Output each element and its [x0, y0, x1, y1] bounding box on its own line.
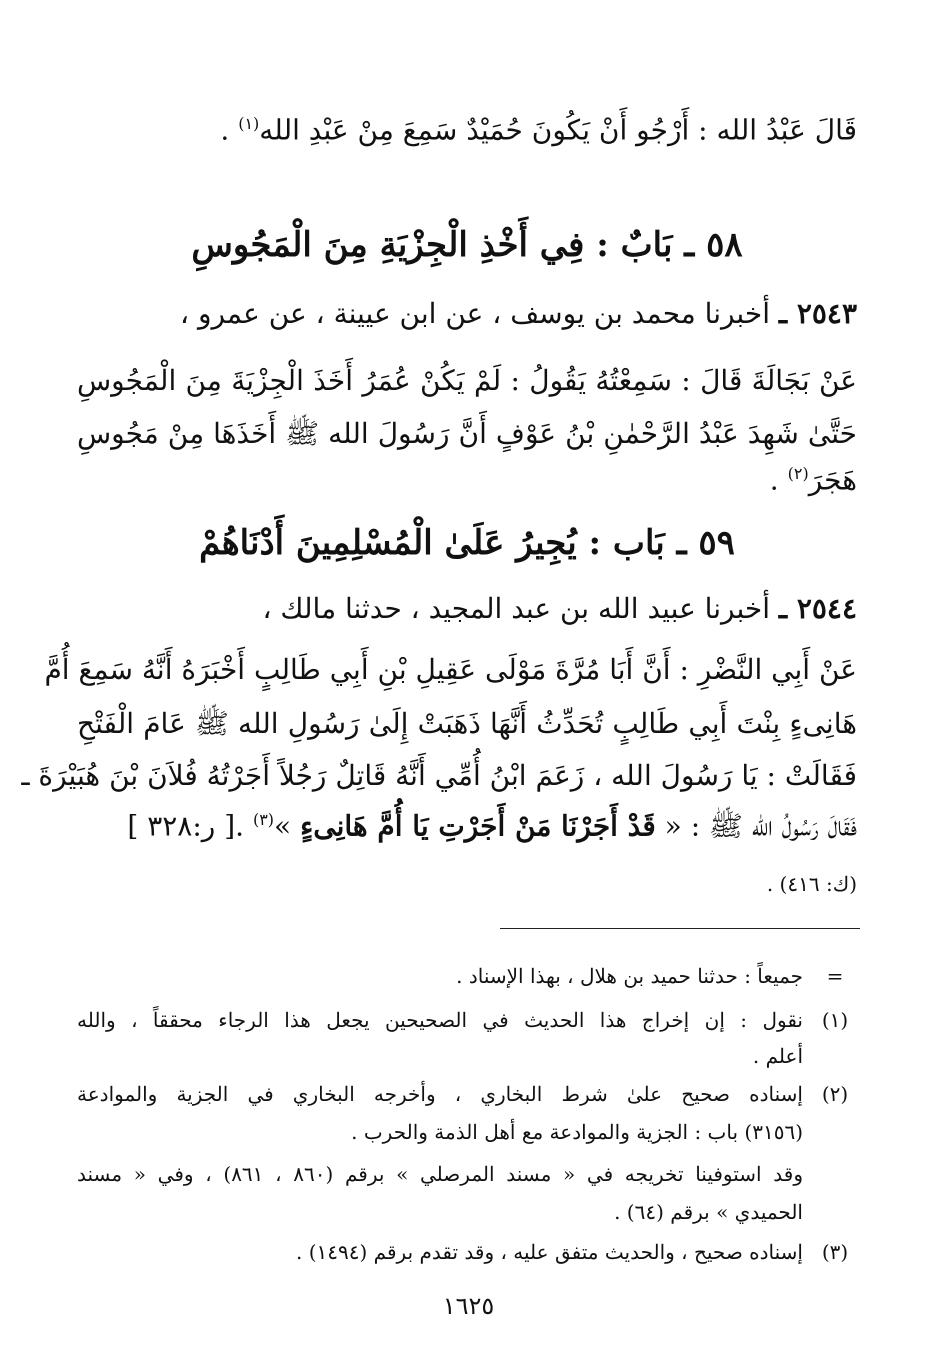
chapter-59-title: يُجِيرُ عَلَىٰ الْمُسْلِمِينَ أَدْنَاهُمْ: [199, 523, 577, 563]
hadith-2544-line-4-close-quote: »: [274, 809, 292, 843]
footnote-1-text-1: نقول : إن إخراج هذا الحديث في الصحيحين يجعل هذا الرجاء محققاً ، والله: [77, 1008, 804, 1032]
footnote-3-number: (٣): [821, 1240, 849, 1264]
hadith-2544-cross-reference: .[ ر:٣٢٨ ]: [127, 809, 253, 843]
chapter-59-heading: [77, 523, 857, 563]
hadith-2544-isnad-line: [77, 592, 857, 625]
hadith-2543-line-3: [77, 463, 857, 497]
hadith-2544-number: ٢٥٤٤ ـ: [778, 592, 857, 625]
hadith-2544-line-4: [77, 809, 857, 843]
footnote-divider: [500, 928, 860, 929]
chapter-58-label: ٥٨ ـ بَابٌ :: [596, 225, 743, 265]
footnote-2-text-2: (٣١٥٦) باب : الجزية والموادعة مع أهل الذمة والحرب .: [351, 1120, 803, 1144]
footnote-continuation-marker: =: [826, 964, 844, 988]
hadith-2543-isnad: أخبرنا محمد بن يوسف ، عن ابن عيينة ، عن عمرو ،: [180, 297, 770, 330]
hadith-2544-line-3: فَقَالَتْ : يَا رَسُولَ الله ، زَعَمَ ابْنُ أُمِّي أَنَّهُ قَاتِلٌ رَجُلاً أَجَرْتُهُ فُلاَنَ بْنَ هُبَيْرَةَ ـ: [21, 759, 857, 792]
hadith-2543-line-3-text: هَجَرَ: [808, 463, 857, 497]
footnote-1-text-2: أعلم .: [752, 1044, 803, 1068]
footnote-2-text-3: وقد استوفينا تخريجه في « مسند المرصلي » برقم (٨٦٠ ، ٨٦١) ، وفي « مسند: [77, 1162, 803, 1186]
footnote-2-text-1: إسناده صحيح علىٰ شرط البخاري ، وأخرجه البخاري في الجزية والموادعة: [77, 1082, 803, 1106]
hadith-2544-prophet-saying: قَدْ أَجَرْنَا مَنْ أَجَرْتِ يَا أُمَّ هَانِىءٍ: [300, 809, 656, 843]
footnote-2-text-4: الحميدي » برقم (٦٤) .: [614, 1200, 803, 1224]
hadith-2543-line-2: حَتَّىٰ شَهِدَ عَبْدُ الرَّحْمٰنِ بْنُ عَوْفٍ أَنَّ رَسُولَ الله ﷺ أَخَذَهَا مِنْ مَجُوسِ: [77, 417, 857, 450]
hadith-2543-line-1: عَنْ بَجَالَةَ قَالَ : سَمِعْتُهُ يَقُولُ : لَمْ يَكُنْ عُمَرُ أَخَذَ الْجِزْيَةَ مِنَ الْمَجُوسِ: [77, 364, 857, 397]
hadith-2544-line-5: (ك: ٤١٦) .: [766, 872, 857, 896]
page-number: ١٦٢٥: [442, 1292, 495, 1320]
hadith-2544-isnad: أخبرنا عبيد الله بن عبد المجيد ، حدثنا مالك ،: [262, 592, 770, 625]
top-line: [77, 113, 857, 147]
hadith-2544-line-1: عَنْ أَبِي النَّضْرِ : أَنَّ أَبَا مُرَّةَ مَوْلَى عَقِيلِ بْنِ أَبِي طَالِبٍ أَخْبَرَهُ أَنَّهُ سَمِعَ أُمَّ: [44, 653, 857, 686]
chapter-58-heading: [77, 225, 857, 265]
top-line-end: .: [220, 113, 239, 147]
footnote-ref-3: (٣): [252, 810, 275, 829]
top-line-text: قَالَ عَبْدُ الله : أَرْجُو أَنْ يَكُونَ حُمَيْدٌ سَمِعَ مِنْ عَبْدِ الله: [259, 113, 857, 147]
hadith-2543-line-3-end: .: [769, 463, 788, 497]
footnote-3-text-1: إسناده صحيح ، والحديث متفق عليه ، وقد تقدم برقم (١٤٩٤) .: [296, 1240, 803, 1264]
footnote-ref-1: (١): [238, 114, 260, 133]
chapter-59-label: ٥٩ ـ بَاب :: [588, 523, 735, 563]
chapter-58-title: فِي أَخْذِ الْجِزْيَةِ مِنَ الْمَجُوسِ: [191, 225, 585, 265]
footnote-ref-2: (٢): [787, 464, 809, 483]
hadith-2544-line-2: هَانِىءٍ بِنْتَ أَبِي طَالِبٍ تُحَدِّثُ أَنَّهَا ذَهَبَتْ إِلَىٰ رَسُولِ الله ﷺ عَامَ الْفَتْحِ: [77, 707, 857, 740]
hadith-2543-number: ٢٥٤٣ ـ: [778, 297, 857, 330]
footnote-continuation-text: جميعاً : حدثنا حميد بن هلال ، بهذا الإسناد .: [456, 964, 803, 988]
footnote-2-number: (٢): [821, 1082, 849, 1106]
hadith-2544-line-4-start: فَقَالَ رَسُولُ الله ﷺ : «: [664, 809, 857, 843]
footnote-1-number: (١): [821, 1008, 849, 1032]
hadith-2543-isnad-line: [77, 297, 857, 330]
